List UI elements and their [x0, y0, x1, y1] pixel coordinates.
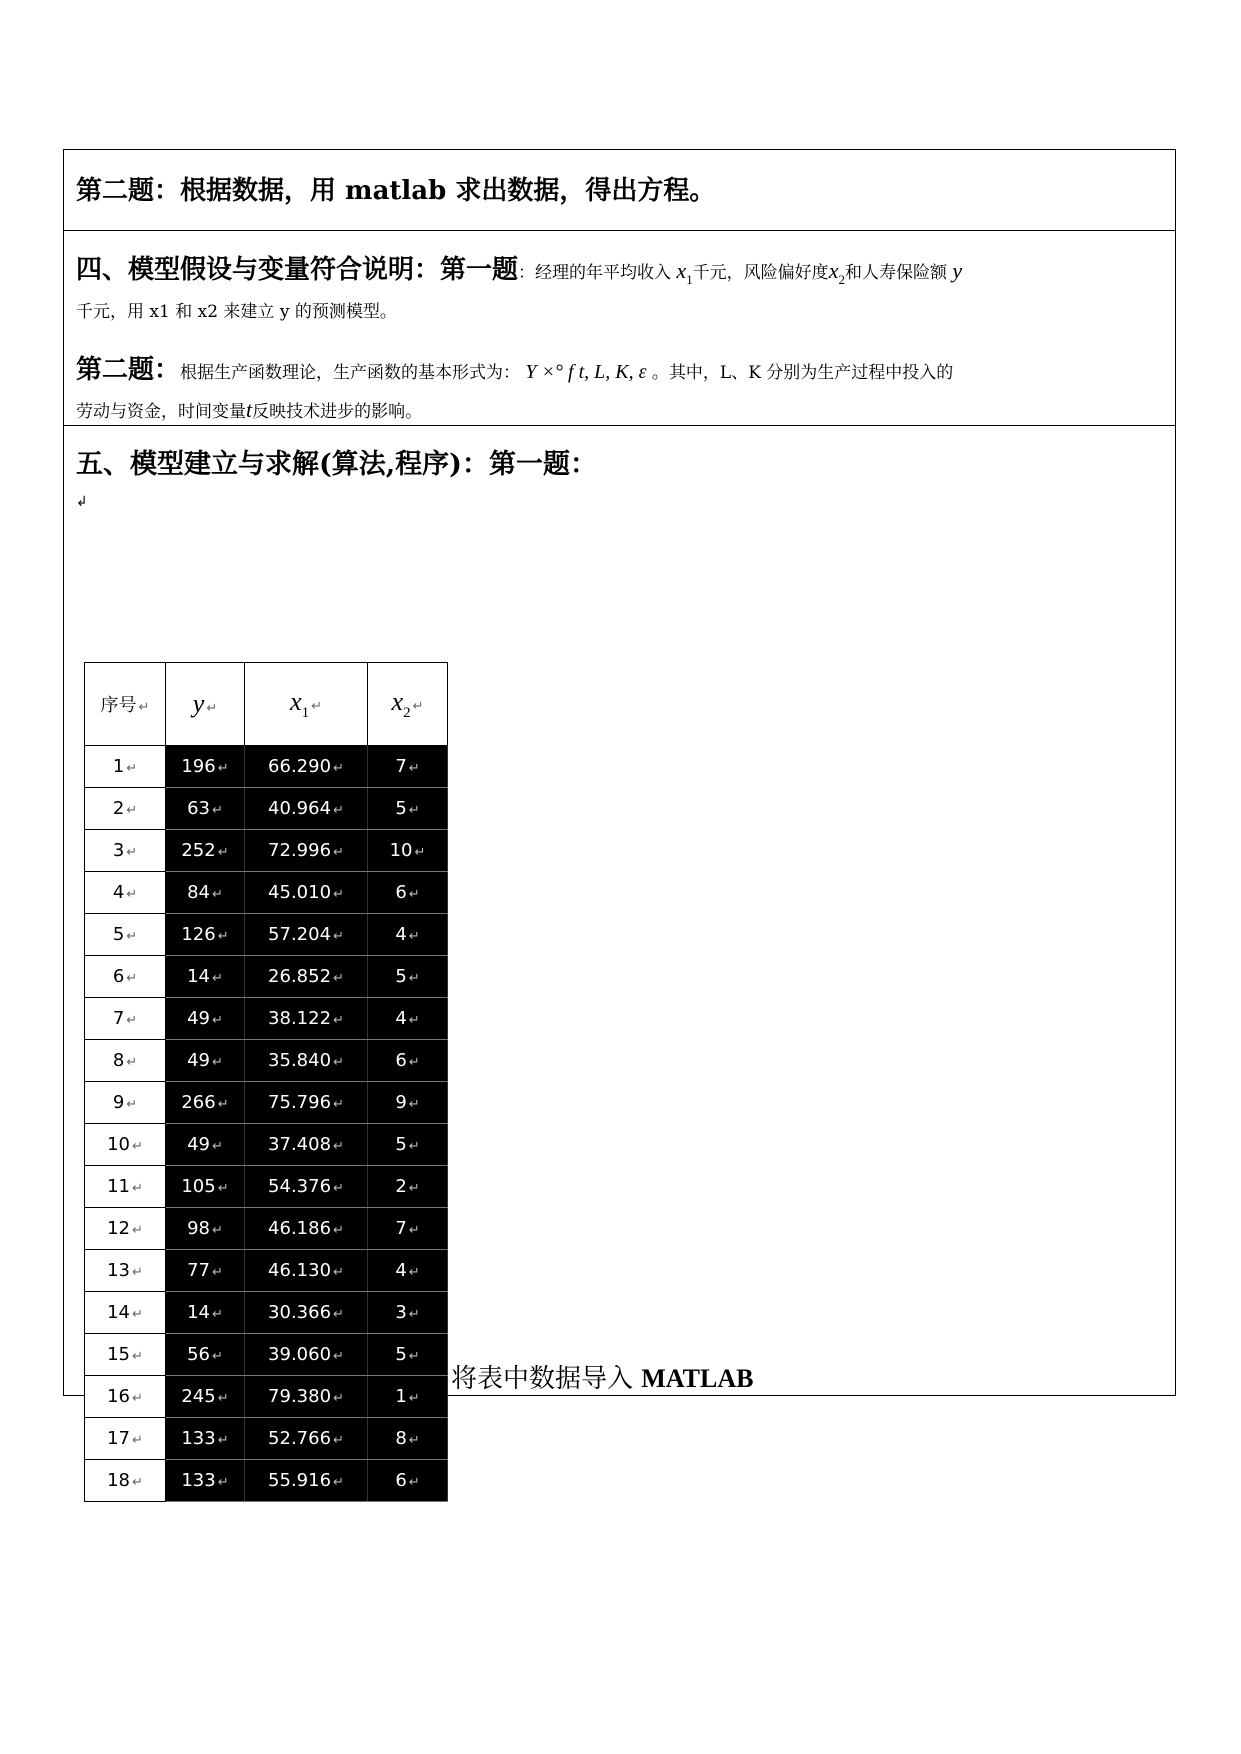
cell-value: 196	[181, 756, 216, 777]
text-run: 反映技术进步的影响。	[252, 402, 423, 422]
cell-y	[166, 1376, 245, 1418]
return-mark-icon: ↵	[126, 929, 138, 944]
cell-value: 4	[395, 1260, 407, 1281]
cell-value: 2	[112, 798, 125, 819]
return-mark-icon: ↵	[408, 971, 420, 986]
return-mark-icon: ↵	[212, 1307, 223, 1322]
cell-x1	[245, 998, 368, 1040]
return-mark-icon: ↵	[126, 971, 138, 986]
production-formula: Y ×° f t, L, K, ε	[525, 361, 647, 383]
return-mark-icon: ↵	[212, 887, 223, 902]
table-row	[85, 1082, 448, 1124]
cell-x2	[368, 956, 448, 998]
paragraph-mark: ↲	[76, 494, 88, 510]
cell-value: 52.766	[268, 1428, 332, 1449]
cell-y	[166, 1166, 245, 1208]
return-mark-icon: ↵	[212, 971, 223, 986]
cell-x1	[245, 1334, 368, 1376]
header-y	[166, 663, 245, 746]
cell-value: 26.852	[268, 966, 332, 987]
var-x2	[828, 258, 845, 287]
cell-x1	[245, 872, 368, 914]
cell-index	[85, 1166, 166, 1208]
table-body	[85, 746, 448, 1502]
return-mark-icon: ↵	[412, 698, 424, 714]
cell-x1	[245, 1208, 368, 1250]
cell-y	[166, 1460, 245, 1502]
table-row	[85, 788, 448, 830]
caption-text: 将表中数据导入	[451, 1364, 642, 1394]
cell-value: 49	[187, 1008, 210, 1029]
return-mark-icon: ↵	[414, 845, 426, 860]
return-mark-icon: ↵	[126, 845, 138, 860]
table-row	[85, 956, 448, 998]
cell-value: 9	[395, 1092, 407, 1113]
cell-index	[85, 872, 166, 914]
cell-index	[85, 1460, 166, 1502]
return-mark-icon: ↵	[217, 1475, 229, 1490]
return-mark-icon: ↵	[333, 1013, 344, 1028]
cell-value: 37.408	[268, 1134, 332, 1155]
return-mark-icon: ↵	[217, 761, 229, 776]
var-y: y	[952, 258, 963, 283]
return-mark-icon: ↵	[212, 1055, 223, 1070]
return-mark-icon: ↵	[333, 1307, 344, 1322]
return-mark-icon: ↵	[408, 929, 420, 944]
cell-x1	[245, 1460, 368, 1502]
table-row	[85, 746, 448, 788]
text-run: 劳动与资金，时间变量	[76, 402, 246, 422]
cell-x1	[245, 1166, 368, 1208]
section-title: 五、模型建立与求解(算法,程序)：第一题：	[76, 449, 597, 480]
return-mark-icon: ↵	[132, 1265, 143, 1280]
cell-y	[166, 1418, 245, 1460]
cell-value: 1	[112, 756, 125, 777]
cell-value: 5	[395, 1134, 407, 1155]
return-mark-icon: ↵	[333, 971, 344, 986]
header-label: y	[192, 689, 205, 718]
return-mark-icon: ↵	[408, 1307, 420, 1322]
header-var: x	[391, 686, 404, 716]
table-row	[85, 1376, 448, 1418]
return-mark-icon: ↵	[333, 1265, 344, 1280]
return-mark-icon: ↵	[333, 1223, 344, 1238]
return-mark-icon: ↵	[212, 1139, 223, 1154]
cell-y	[166, 1040, 245, 1082]
cell-index	[85, 1208, 166, 1250]
header-label: 序号	[100, 695, 137, 716]
assumption-line-3	[76, 349, 953, 386]
var-x1	[676, 258, 693, 287]
return-mark-icon: ↵	[408, 1097, 420, 1112]
cell-value: 46.130	[268, 1260, 332, 1281]
cell-index	[85, 1250, 166, 1292]
text-run: ：经理的年平均收入	[518, 263, 672, 283]
cell-y	[166, 1082, 245, 1124]
return-mark-icon: ↵	[132, 1475, 143, 1490]
cell-x1	[245, 1250, 368, 1292]
cell-x2	[368, 1040, 448, 1082]
var-x: x	[828, 258, 839, 283]
cell-value: 252	[181, 840, 216, 861]
cell-value: 133	[181, 1470, 216, 1491]
cell-value: 84	[187, 882, 210, 903]
cell-index	[85, 1124, 166, 1166]
cell-x2	[368, 1418, 448, 1460]
cell-y	[166, 914, 245, 956]
cell-value: 8	[395, 1428, 407, 1449]
cell-x2	[368, 914, 448, 956]
cell-value: 126	[181, 924, 216, 945]
cell-value: 63	[187, 798, 210, 819]
subscript: 2	[838, 272, 845, 287]
cell-value: 5	[395, 798, 407, 819]
return-mark-icon: ↵	[212, 1223, 223, 1238]
subscript: 1	[686, 272, 693, 287]
return-mark-icon: ↵	[126, 1013, 138, 1028]
table-row	[85, 914, 448, 956]
return-mark-icon: ↵	[217, 1181, 229, 1196]
cell-x2	[368, 1250, 448, 1292]
cell-x1	[245, 1040, 368, 1082]
return-mark-icon: ↵	[408, 803, 420, 818]
table-row	[85, 1334, 448, 1376]
return-mark-icon: ↵	[408, 1475, 420, 1490]
header-subscript: 1	[301, 704, 310, 721]
table-row	[85, 1208, 448, 1250]
cell-x1	[245, 830, 368, 872]
cell-index	[85, 1376, 166, 1418]
cell-value: 5	[395, 1344, 407, 1365]
header-subscript: 2	[403, 704, 411, 721]
text-run: 千元，风险偏好度	[692, 263, 829, 283]
text-run: 根据生产函数理论，生产函数的基本形式为：	[180, 363, 521, 383]
cell-value: 38.122	[268, 1008, 332, 1029]
section-problem-two-intro	[64, 150, 1175, 231]
cell-x1	[245, 1376, 368, 1418]
return-mark-icon: ↵	[333, 929, 344, 944]
cell-x2	[368, 830, 448, 872]
return-mark-icon: ↵	[212, 1265, 223, 1280]
return-mark-icon: ↵	[408, 887, 420, 902]
cell-value: 6	[395, 1050, 407, 1071]
var-x: x	[676, 258, 687, 283]
cell-value: 13	[107, 1260, 130, 1281]
header-x2	[368, 663, 448, 746]
section-title: 第二题：根据数据，用 matlab 求出数据，得出方程。	[76, 176, 716, 206]
return-mark-icon: ↵	[333, 1433, 344, 1448]
assumption-line-1	[76, 249, 962, 288]
cell-value: 72.996	[268, 840, 332, 861]
cell-value: 8	[112, 1050, 125, 1071]
header-index	[85, 663, 166, 746]
return-mark-icon: ↵	[408, 1223, 420, 1238]
cell-value: 77	[187, 1260, 210, 1281]
return-mark-icon: ↵	[132, 1307, 143, 1322]
return-mark-icon: ↵	[333, 1391, 344, 1406]
cell-y	[166, 746, 245, 788]
cell-x1	[245, 1292, 368, 1334]
cell-value: 49	[187, 1050, 210, 1071]
cell-x1	[245, 914, 368, 956]
return-mark-icon: ↵	[408, 1349, 420, 1364]
cell-index	[85, 998, 166, 1040]
cell-y	[166, 1250, 245, 1292]
return-mark-icon: ↵	[217, 1433, 229, 1448]
cell-x2	[368, 788, 448, 830]
cell-y	[166, 1124, 245, 1166]
cell-y	[166, 1292, 245, 1334]
table-row	[85, 872, 448, 914]
cell-x1	[245, 956, 368, 998]
return-mark-icon: ↵	[132, 1181, 143, 1196]
cell-value: 55.916	[268, 1470, 332, 1491]
cell-value: 6	[112, 966, 125, 987]
cell-value: 39.060	[268, 1344, 332, 1365]
return-mark-icon: ↵	[132, 1433, 143, 1448]
cell-x2	[368, 1292, 448, 1334]
return-mark-icon: ↵	[333, 887, 344, 902]
cell-value: 7	[112, 1008, 125, 1029]
return-mark-icon: ↵	[408, 1181, 420, 1196]
cell-value: 1	[395, 1386, 407, 1407]
cell-value: 56	[187, 1344, 210, 1365]
cell-value: 6	[395, 1470, 407, 1491]
cell-value: 11	[107, 1176, 130, 1197]
return-mark-icon: ↵	[217, 1097, 229, 1112]
return-mark-icon: ↵	[333, 761, 344, 776]
return-mark-icon: ↵	[132, 1391, 143, 1406]
caption-matlab: MATLAB	[641, 1364, 754, 1393]
cell-value: 79.380	[268, 1386, 332, 1407]
cell-value: 9	[112, 1092, 125, 1113]
return-mark-icon: ↵	[206, 701, 218, 716]
table-header-row	[85, 663, 448, 746]
text-run: 。其中，L、K 分别为生产过程中投入的	[646, 363, 954, 383]
cell-value: 57.204	[268, 924, 332, 945]
text-run: 和人寿保险额	[844, 263, 947, 283]
cell-x1	[245, 1082, 368, 1124]
return-mark-icon: ↵	[132, 1223, 143, 1238]
cell-index	[85, 914, 166, 956]
cell-y	[166, 1208, 245, 1250]
return-mark-icon: ↵	[217, 1391, 229, 1406]
table-row	[85, 1124, 448, 1166]
cell-y	[166, 1334, 245, 1376]
cell-x1	[245, 788, 368, 830]
return-mark-icon: ↵	[126, 761, 138, 776]
return-mark-icon: ↵	[408, 761, 420, 776]
cell-x2	[368, 1208, 448, 1250]
cell-index	[85, 1082, 166, 1124]
cell-value: 35.840	[268, 1050, 332, 1071]
cell-x2	[368, 1082, 448, 1124]
return-mark-icon: ↵	[212, 1349, 223, 1364]
cell-value: 266	[181, 1092, 216, 1113]
cell-value: 16	[107, 1386, 130, 1407]
cell-x2	[368, 1460, 448, 1502]
return-mark-icon: ↵	[311, 698, 322, 714]
cell-value: 2	[395, 1176, 407, 1197]
return-mark-icon: ↵	[408, 1265, 420, 1280]
cell-x2	[368, 1166, 448, 1208]
cell-value: 4	[112, 882, 125, 903]
cell-x1	[245, 1418, 368, 1460]
assumption-line-4	[76, 397, 422, 423]
return-mark-icon: ↵	[333, 1349, 344, 1364]
table-row	[85, 998, 448, 1040]
cell-value: 133	[181, 1428, 216, 1449]
return-mark-icon: ↵	[126, 1097, 138, 1112]
return-mark-icon: ↵	[333, 845, 344, 860]
cell-value: 30.366	[268, 1302, 332, 1323]
header-label	[290, 686, 310, 721]
cell-value: 17	[107, 1428, 130, 1449]
return-mark-icon: ↵	[408, 1433, 420, 1448]
cell-value: 5	[112, 924, 125, 945]
cell-value: 98	[187, 1218, 210, 1239]
cell-y	[166, 788, 245, 830]
return-mark-icon: ↵	[408, 1055, 420, 1070]
cell-value: 14	[107, 1302, 130, 1323]
cell-value: 5	[395, 966, 407, 987]
cell-value: 54.376	[268, 1176, 332, 1197]
return-mark-icon: ↵	[126, 1055, 138, 1070]
var-t: t	[246, 397, 253, 422]
header-var: x	[290, 686, 302, 716]
cell-y	[166, 830, 245, 872]
return-mark-icon: ↵	[408, 1391, 420, 1406]
return-mark-icon: ↵	[217, 929, 229, 944]
cell-value: 7	[395, 1218, 407, 1239]
cell-x2	[368, 1334, 448, 1376]
cell-x2	[368, 746, 448, 788]
problem-two-heading: 第二题：	[76, 355, 181, 385]
return-mark-icon: ↵	[333, 1055, 344, 1070]
cell-y	[166, 998, 245, 1040]
table-row	[85, 1040, 448, 1082]
cell-index	[85, 1334, 166, 1376]
cell-index	[85, 1418, 166, 1460]
cell-value: 6	[395, 882, 407, 903]
cell-x1	[245, 1124, 368, 1166]
cell-value: 45.010	[268, 882, 332, 903]
return-mark-icon: ↵	[408, 1013, 420, 1028]
table-row	[85, 830, 448, 872]
document-frame	[63, 149, 1176, 1491]
return-mark-icon: ↵	[408, 1139, 420, 1154]
return-mark-icon: ↵	[132, 1349, 143, 1364]
cell-index	[85, 746, 166, 788]
cell-x2	[368, 998, 448, 1040]
header-x1	[245, 663, 368, 746]
assumption-line-2: 千元，用 x1 和 x2 来建立 y 的预测模型。	[76, 302, 397, 322]
cell-value: 14	[187, 966, 210, 987]
return-mark-icon: ↵	[333, 1097, 344, 1112]
table-row	[85, 1292, 448, 1334]
cell-value: 66.290	[268, 756, 332, 777]
cell-y	[166, 956, 245, 998]
return-mark-icon: ↵	[333, 803, 344, 818]
cell-x2	[368, 1376, 448, 1418]
cell-index	[85, 1292, 166, 1334]
cell-value: 49	[187, 1134, 210, 1155]
return-mark-icon: ↵	[212, 803, 223, 818]
cell-value: 7	[395, 756, 407, 777]
cell-value: 10	[389, 840, 413, 861]
table-row	[85, 1250, 448, 1292]
return-mark-icon: ↵	[333, 1475, 344, 1490]
cell-index	[85, 956, 166, 998]
return-mark-icon: ↵	[138, 700, 150, 715]
return-mark-icon: ↵	[212, 1013, 223, 1028]
cell-value: 105	[181, 1176, 216, 1197]
return-mark-icon: ↵	[126, 887, 138, 902]
cell-x2	[368, 872, 448, 914]
cell-value: 3	[395, 1302, 407, 1323]
table-row	[85, 1166, 448, 1208]
table-row	[85, 1460, 448, 1502]
data-table	[84, 662, 448, 1502]
cell-index	[85, 830, 166, 872]
table-row	[85, 1418, 448, 1460]
cell-value: 40.964	[268, 798, 332, 819]
cell-x1	[245, 746, 368, 788]
return-mark-icon: ↵	[126, 803, 138, 818]
return-mark-icon: ↵	[217, 845, 229, 860]
cell-value: 46.186	[268, 1218, 332, 1239]
cell-y	[166, 872, 245, 914]
header-label	[391, 686, 411, 721]
cell-value: 4	[395, 924, 407, 945]
caption	[451, 1358, 753, 1395]
return-mark-icon: ↵	[333, 1139, 344, 1154]
cell-value: 10	[107, 1134, 130, 1155]
cell-value: 3	[112, 840, 125, 861]
cell-value: 15	[107, 1344, 130, 1365]
cell-value: 4	[395, 1008, 407, 1029]
cell-value: 12	[107, 1218, 130, 1239]
return-mark-icon: ↵	[333, 1181, 344, 1196]
section-model-solution	[64, 426, 1175, 1491]
return-mark-icon: ↵	[132, 1139, 143, 1154]
cell-value: 18	[107, 1470, 130, 1491]
cell-value: 245	[181, 1386, 216, 1407]
cell-value: 14	[187, 1302, 210, 1323]
cell-index	[85, 788, 166, 830]
section-assumptions	[64, 231, 1175, 426]
cell-value: 75.796	[268, 1092, 332, 1113]
cell-x2	[368, 1124, 448, 1166]
cell-index	[85, 1040, 166, 1082]
assumption-heading: 四、模型假设与变量符合说明：第一题	[76, 255, 519, 285]
